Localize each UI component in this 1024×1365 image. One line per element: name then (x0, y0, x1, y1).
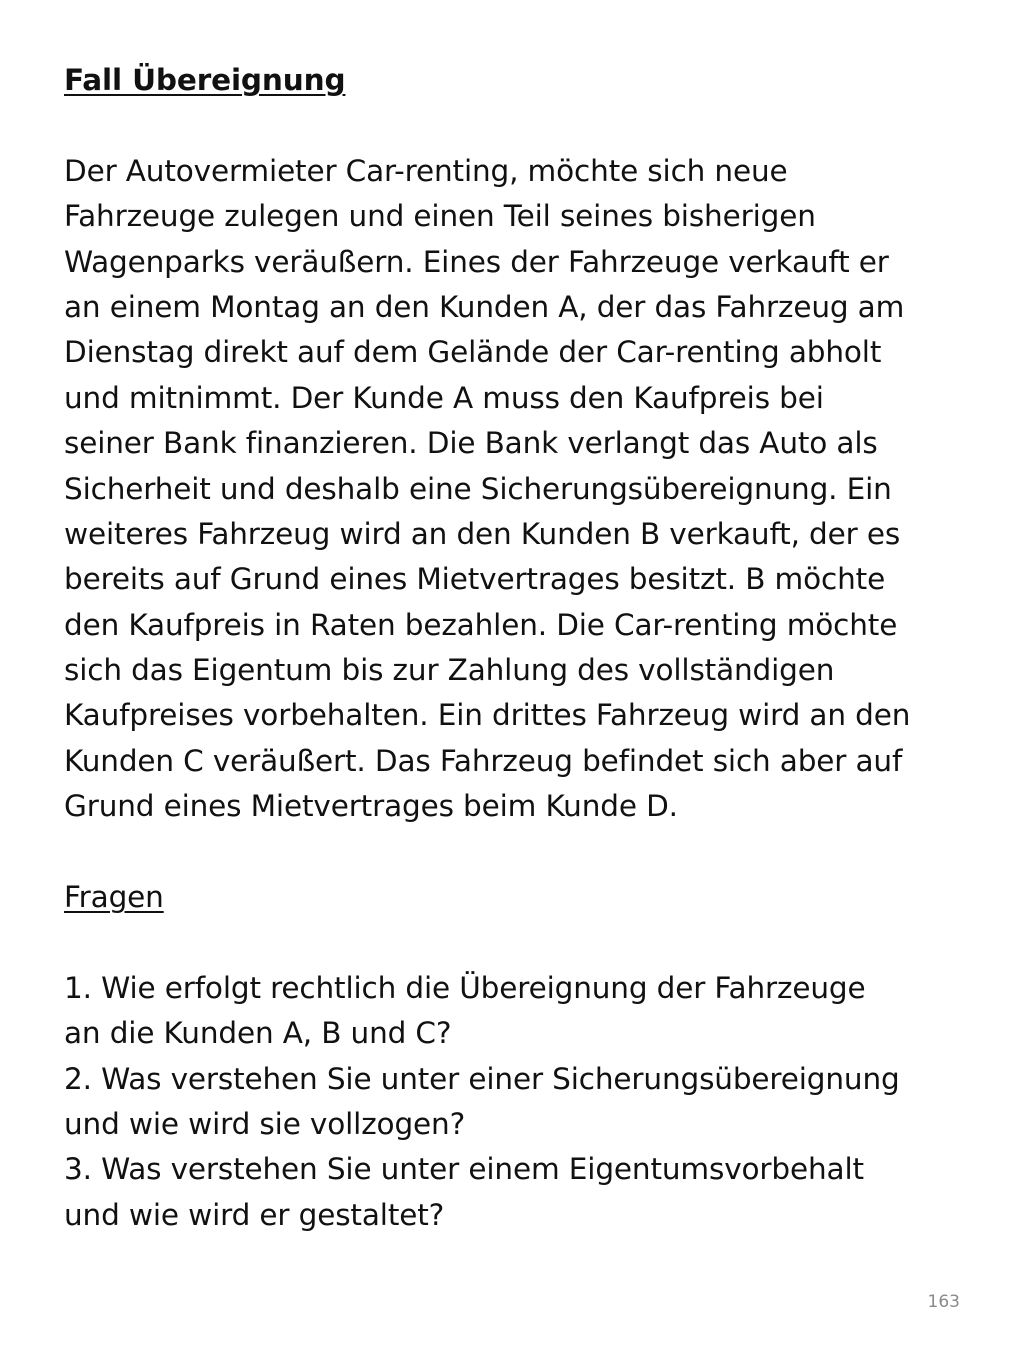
question-line: 1. Wie erfolgt rechtlich die Übereignung der Fahrzeuge (64, 970, 866, 1005)
paragraph-line: Sicherheit und deshalb eine Sicherungsübereignung. Ein (64, 471, 892, 506)
question-line: 2. Was verstehen Sie unter einer Sicherungsübereignung (64, 1061, 900, 1096)
paragraph-line: Grund eines Mietvertrages beim Kunde D. (64, 789, 678, 824)
paragraph-line: den Kaufpreis in Raten bezahlen. Die Car-renting möchte (64, 607, 898, 642)
paragraph-line: Kunden C veräußert. Das Fahrzeug befindet sich aber auf (64, 743, 903, 778)
spacer (64, 920, 964, 965)
case-paragraph (64, 149, 964, 830)
paragraph-line: seiner Bank finanzieren. Die Bank verlangt das Auto als (64, 426, 878, 461)
paragraph-line: Dienstag direkt auf dem Gelände der Car-renting abholt (64, 335, 882, 370)
page-number: 163 (927, 1292, 960, 1312)
paragraph-line: Fahrzeuge zulegen und einen Teil seines bisherigen (64, 199, 816, 234)
paragraph-line: bereits auf Grund eines Mietvertrages besitzt. B möchte (64, 562, 886, 597)
slide-title: Fall Übereignung (64, 63, 346, 97)
paragraph-line: Kaufpreises vorbehalten. Ein drittes Fahrzeug wird an den (64, 698, 911, 733)
questions-heading: Fragen (64, 880, 164, 915)
paragraph-line: Wagenparks veräußern. Eines der Fahrzeuge verkauft er (64, 244, 889, 279)
paragraph-line: weiteres Fahrzeug wird an den Kunden B verkauft, der es (64, 516, 901, 551)
paragraph-line: an einem Montag an den Kunden A, der das Fahrzeug am (64, 289, 905, 324)
question-line: und wie wird er gestaltet? (64, 1197, 445, 1232)
question-line: und wie wird sie vollzogen? (64, 1106, 466, 1141)
spacer (64, 830, 964, 875)
question-line: 3. Was verstehen Sie unter einem Eigentumsvorbehalt (64, 1152, 864, 1187)
questions-list (64, 966, 964, 1238)
paragraph-line: und mitnimmt. Der Kunde A muss den Kaufpreis bei (64, 380, 824, 415)
paragraph-line: Der Autovermieter Car-renting, möchte sich neue (64, 153, 788, 188)
spacer (64, 103, 964, 148)
paragraph-line: sich das Eigentum bis zur Zahlung des vollständigen (64, 653, 835, 688)
question-line: an die Kunden A, B und C? (64, 1016, 452, 1051)
slide-content (64, 58, 964, 1238)
